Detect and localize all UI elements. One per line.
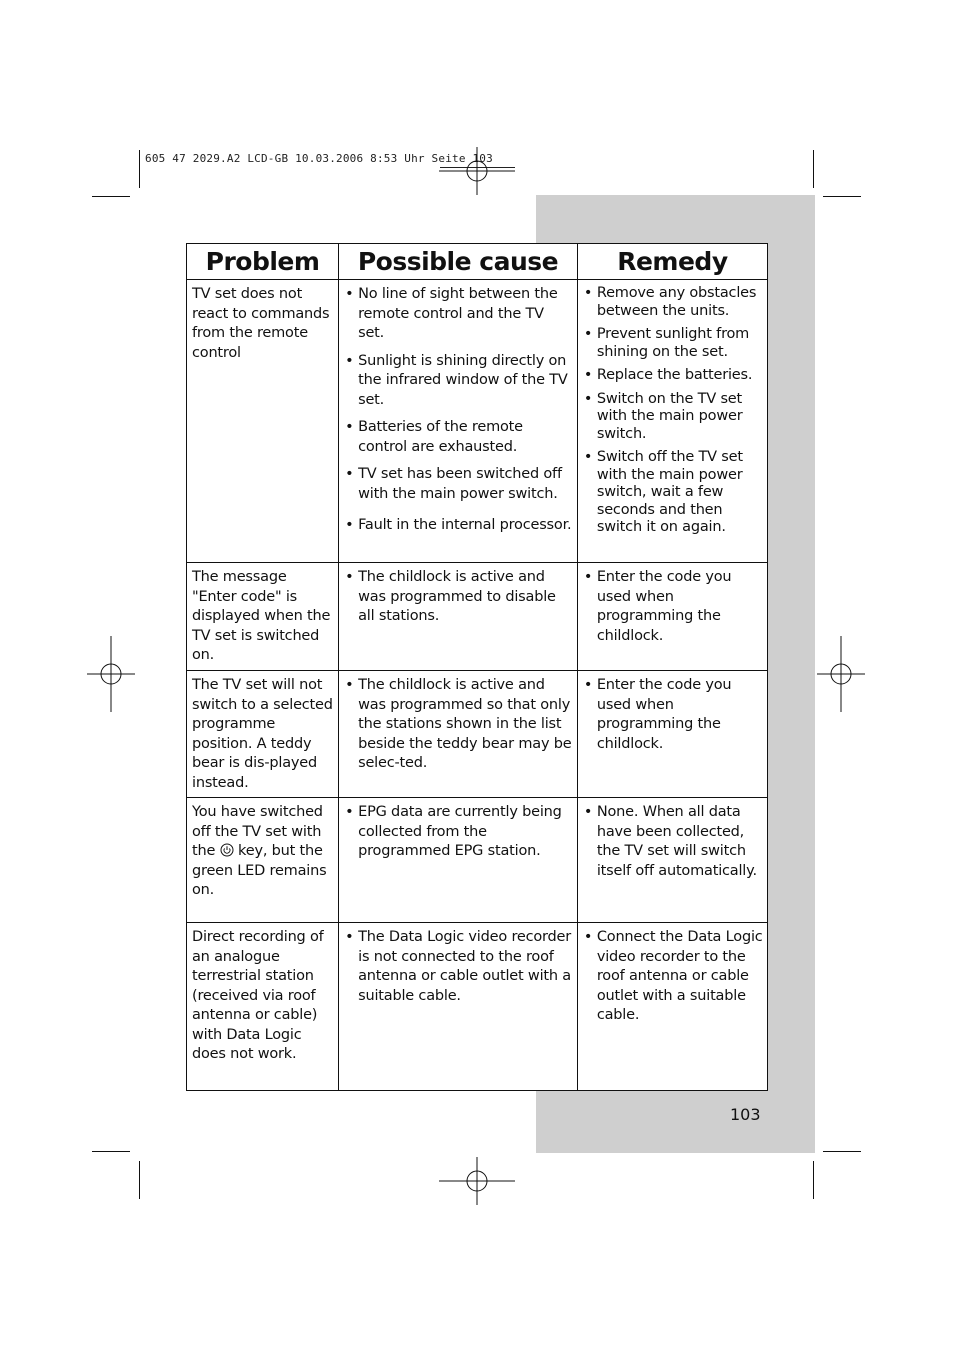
- standby-power-icon: [220, 843, 234, 857]
- cause-cell: [339, 280, 578, 563]
- remedy-item: • Enter the code you used when programming the childlock.: [583, 568, 763, 646]
- problem-cell: [187, 280, 339, 563]
- crop-mark-top-right-horizontal: [823, 196, 861, 197]
- problem-text: key, but the green LED remains on.: [192, 843, 327, 898]
- cause-cell: [339, 671, 578, 798]
- table-row: [187, 798, 768, 923]
- cause-item: • EPG data are currently being collected from the programmed EPG station.: [344, 803, 573, 862]
- cause-item: • No line of sight between the remote control and the TV set.: [344, 285, 573, 344]
- registration-mark-bottom-icon: [439, 1143, 515, 1219]
- cause-item: • The childlock is active and was programmed to disable all stations.: [344, 568, 573, 627]
- troubleshooting-table: [186, 243, 768, 1091]
- remedy-item: • Remove any obstacles between the units.: [583, 285, 763, 320]
- problem-text: You have switched off the TV set with the: [192, 804, 323, 859]
- cause-item: • Sunlight is shining directly on the infrared window of the TV set.: [344, 352, 573, 411]
- remedy-cell: [577, 280, 767, 563]
- remedy-cell: [577, 671, 767, 798]
- page-number: 103: [730, 1105, 761, 1124]
- problem-cell: [187, 671, 339, 798]
- table-row: [187, 280, 768, 563]
- table-row: [187, 671, 768, 798]
- remedy-item: • Connect the Data Logic video recorder to the roof antenna or cable outlet with a suitable cable.: [583, 928, 763, 1026]
- registration-mark-left-icon: [73, 636, 149, 712]
- crop-mark-bottom-right-horizontal: [823, 1151, 861, 1152]
- cause-item: • TV set has been switched off with the main power switch.: [344, 465, 573, 504]
- cause-cell: [339, 923, 578, 1091]
- remedy-item: • Switch on the TV set with the main power switch.: [583, 391, 763, 444]
- table-header-row: [187, 244, 768, 280]
- cause-cell: [339, 798, 578, 923]
- cause-item: • Batteries of the remote control are exhausted.: [344, 418, 573, 457]
- remedy-cell: [577, 923, 767, 1091]
- cause-item: • The Data Logic video recorder is not connected to the roof antenna or cable outlet with a suitable cable.: [344, 928, 573, 1006]
- crop-mark-top-left-vertical: [139, 150, 140, 188]
- crop-mark-bottom-left-vertical: [139, 1161, 140, 1199]
- remedy-item: • Enter the code you used when programming the childlock.: [583, 676, 763, 754]
- registration-mark-right-icon: [803, 636, 879, 712]
- registration-mark-top-icon: [439, 133, 515, 209]
- header-remedy: Remedy: [577, 244, 767, 280]
- remedy-item: • None. When all data have been collected, the TV set will switch itself off automatically.: [583, 803, 763, 881]
- cause-cell: [339, 563, 578, 671]
- problem-cell: [187, 798, 339, 923]
- cause-item: • The childlock is active and was programmed so that only the stations shown in the list beside the teddy bear may be selec-ted.: [344, 676, 573, 774]
- remedy-cell: [577, 798, 767, 923]
- remedy-item: • Replace the batteries.: [583, 367, 763, 385]
- problem-cell: [187, 923, 339, 1091]
- table-row: [187, 563, 768, 671]
- problem-cell: [187, 563, 339, 671]
- problem-text: TV set does not react to commands from the remote control: [192, 286, 330, 361]
- remedy-cell: [577, 563, 767, 671]
- remedy-item: • Prevent sunlight from shining on the set.: [583, 326, 763, 361]
- crop-mark-top-right-vertical: [813, 150, 814, 188]
- problem-text: The TV set will not switch to a selected programme position. A teddy bear is dis-played instead.: [192, 677, 333, 791]
- header-possible-cause: Possible cause: [339, 244, 578, 280]
- problem-text: Direct recording of an analogue terrestrial station (received via roof antenna or cable) with Data Logic does not work.: [192, 929, 324, 1062]
- crop-mark-bottom-left-horizontal: [92, 1151, 130, 1152]
- cause-item: • Fault in the internal processor.: [344, 516, 573, 536]
- table-row: [187, 923, 768, 1091]
- problem-text: The message "Enter code" is displayed when the TV set is switched on.: [192, 569, 331, 663]
- crop-mark-bottom-right-vertical: [813, 1161, 814, 1199]
- crop-mark-top-left-horizontal: [92, 196, 130, 197]
- header-problem: Problem: [187, 244, 339, 280]
- remedy-item: • Switch off the TV set with the main power switch, wait a few seconds and then switch it on again.: [583, 449, 763, 537]
- print-slug: 605 47 2029.A2 LCD-GB 10.03.2006 8:53 Uhr Seite 103: [145, 152, 493, 165]
